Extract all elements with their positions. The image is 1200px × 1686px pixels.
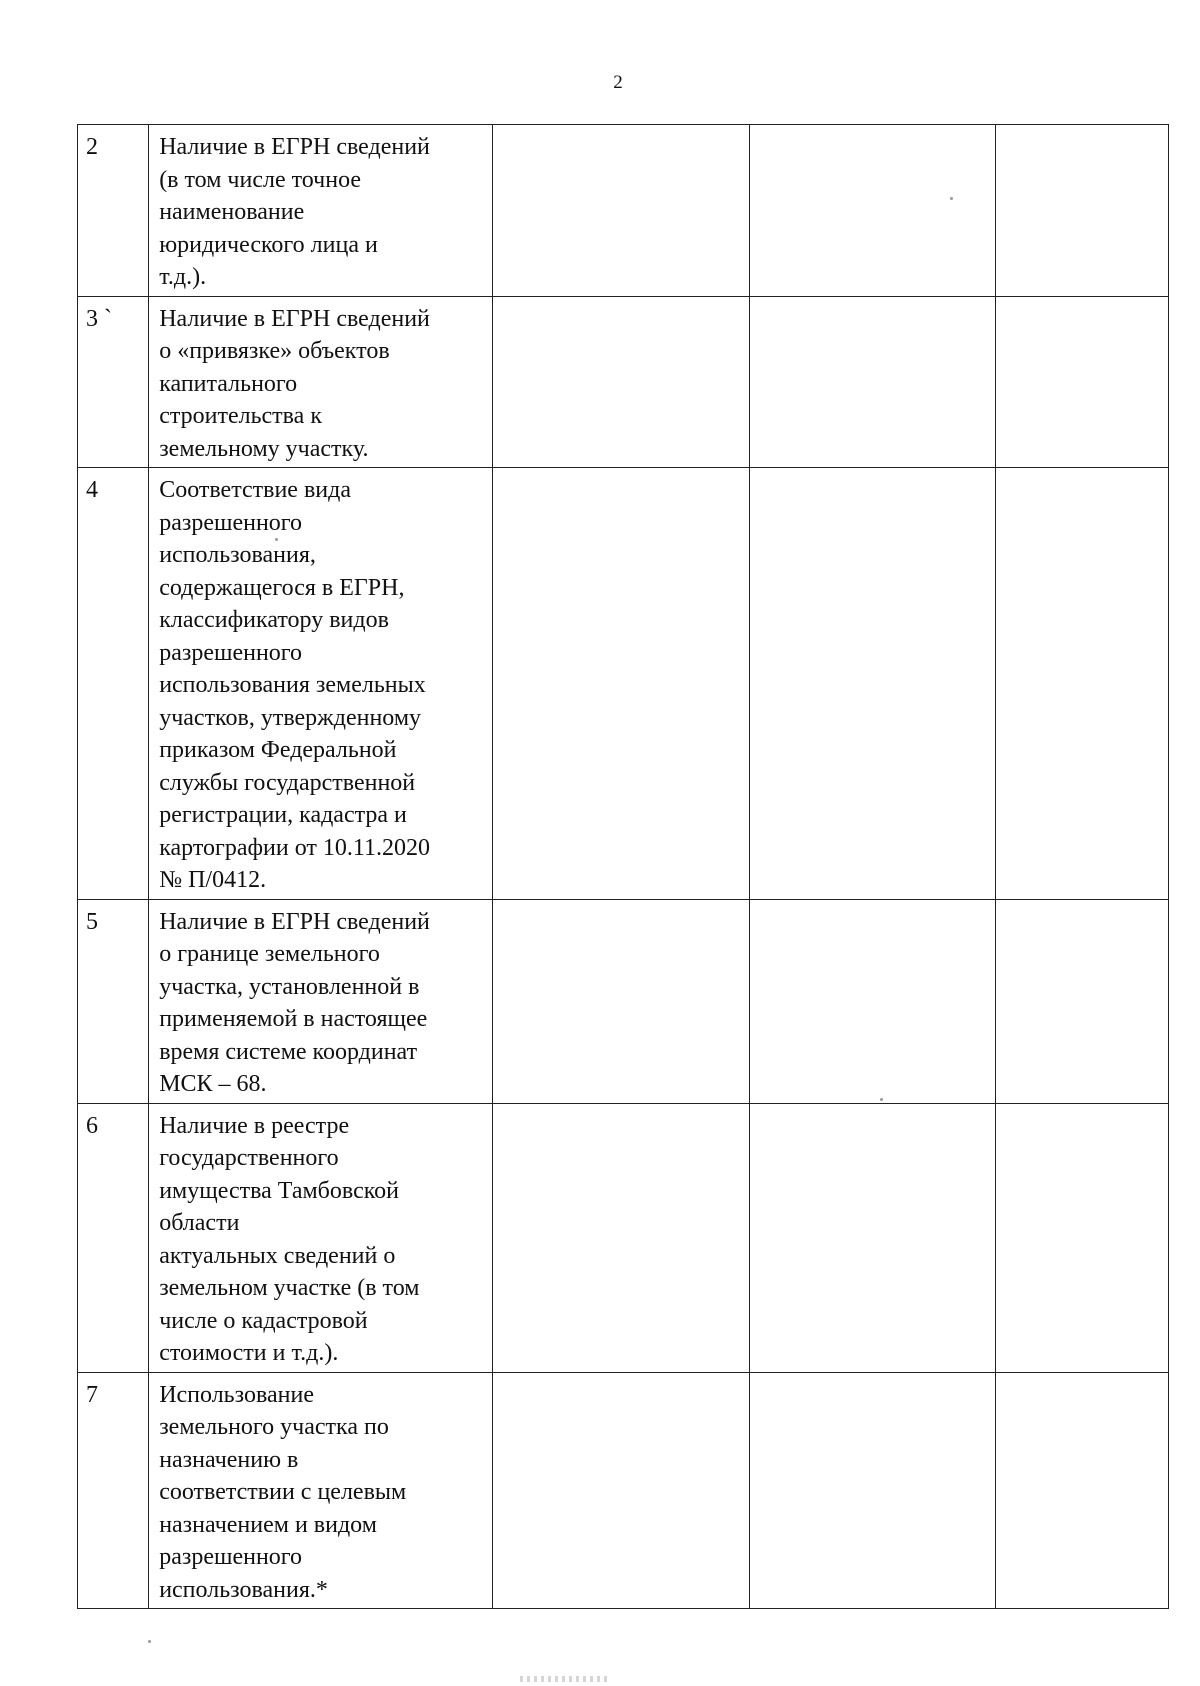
empty-cell [995,468,1169,900]
empty-cell [493,899,750,1103]
row-number-cell: 2 [78,125,149,297]
table-row [78,1103,1169,1372]
row-number-cell: 5 [78,899,149,1103]
description-line: использования, [159,542,316,568]
description-line: стоимости и т.д.). [159,1340,339,1366]
description-line: разрешенного [159,1544,303,1570]
description-line: время системе координат [159,1038,418,1065]
empty-cell [995,1103,1169,1372]
description-line: приказом Федеральной [159,737,397,763]
description-line: Наличие в ЕГРН сведений [159,305,430,332]
description-line: строительства к [159,403,322,429]
description-line: использования земельных [159,672,426,698]
empty-cell [493,296,750,468]
description-line: классификатору видов [159,607,389,633]
description-line: земельном участке (в том [159,1275,420,1301]
description-line: МСК – 68. [159,1071,267,1097]
description-line: применяемой в настоящее [159,1006,428,1032]
empty-cell [749,899,995,1103]
empty-cell [995,296,1169,468]
row-description-cell [149,1372,493,1609]
scan-speck [880,1098,883,1101]
description-line: Наличие в ЕГРН сведений [159,908,430,935]
empty-cell [749,125,995,297]
description-line: числе о кадастровой [159,1307,368,1334]
table-row [78,296,1169,468]
description-line: № П/0412. [159,867,267,893]
description-line: капитального [159,370,298,397]
table-row [78,468,1169,900]
empty-cell [493,125,750,297]
checklist-table [77,124,1169,1609]
row-description-cell [149,296,493,468]
row-number-cell: 7 [78,1372,149,1609]
description-line: государственного [159,1145,339,1171]
table-row [78,899,1169,1103]
page-number: 2 [613,72,623,93]
description-line: Использование [159,1381,314,1408]
empty-cell [995,1372,1169,1609]
empty-cell [493,1103,750,1372]
empty-cell [995,899,1169,1103]
description-line: службы государственной [159,769,416,796]
description-line: разрешенного [159,639,303,666]
row-number-cell: 3 ` [78,296,149,468]
description-line: назначением и видом [159,1511,377,1538]
description-line: имущества Тамбовской [159,1177,399,1204]
description-line: назначению в [159,1446,299,1473]
row-description-cell [149,468,493,900]
scan-speck [148,1640,151,1643]
description-line: Соответствие вида [159,477,351,503]
description-line: наименование [159,199,305,225]
description-line: Наличие в ЕГРН сведений [159,134,430,160]
empty-cell [749,1372,995,1609]
description-line: соответствии с целевым [159,1479,407,1505]
description-line: области [159,1210,240,1236]
row-description-cell [149,1103,493,1372]
row-number-cell: 4 [78,468,149,900]
row-description-cell [149,125,493,297]
description-line: актуальных сведений о [159,1242,396,1269]
empty-cell [493,468,750,900]
description-line: о границе земельного [159,941,380,967]
empty-cell [749,1103,995,1372]
description-line: юридического лица и [159,231,378,258]
scan-smudge [520,1676,610,1682]
description-line: Наличие в реестре [159,1112,350,1139]
scan-speck [950,197,953,200]
row-description-cell [149,899,493,1103]
description-line: земельного участка по [159,1414,389,1440]
description-line: регистрации, кадастра и [159,802,407,828]
empty-cell [749,468,995,900]
row-number-cell: 6 [78,1103,149,1372]
table-row [78,1372,1169,1609]
description-line: использования.* [159,1576,328,1603]
scan-speck [275,538,278,541]
description-line: т.д.). [159,264,207,290]
description-line: земельному участку. [159,435,369,462]
empty-cell [493,1372,750,1609]
description-line: разрешенного [159,509,303,536]
description-line: участков, утвержденному [159,704,422,731]
description-line: содержащегося в ЕГРН, [159,574,405,601]
description-line: (в том числе точное [159,166,362,193]
description-line: участка, установленной в [159,973,420,1000]
empty-cell [995,125,1169,297]
description-line: картографии от 10.11.2020 [159,834,431,861]
table-row [78,125,1169,297]
description-line: о «привязке» объектов [159,338,390,364]
empty-cell [749,296,995,468]
